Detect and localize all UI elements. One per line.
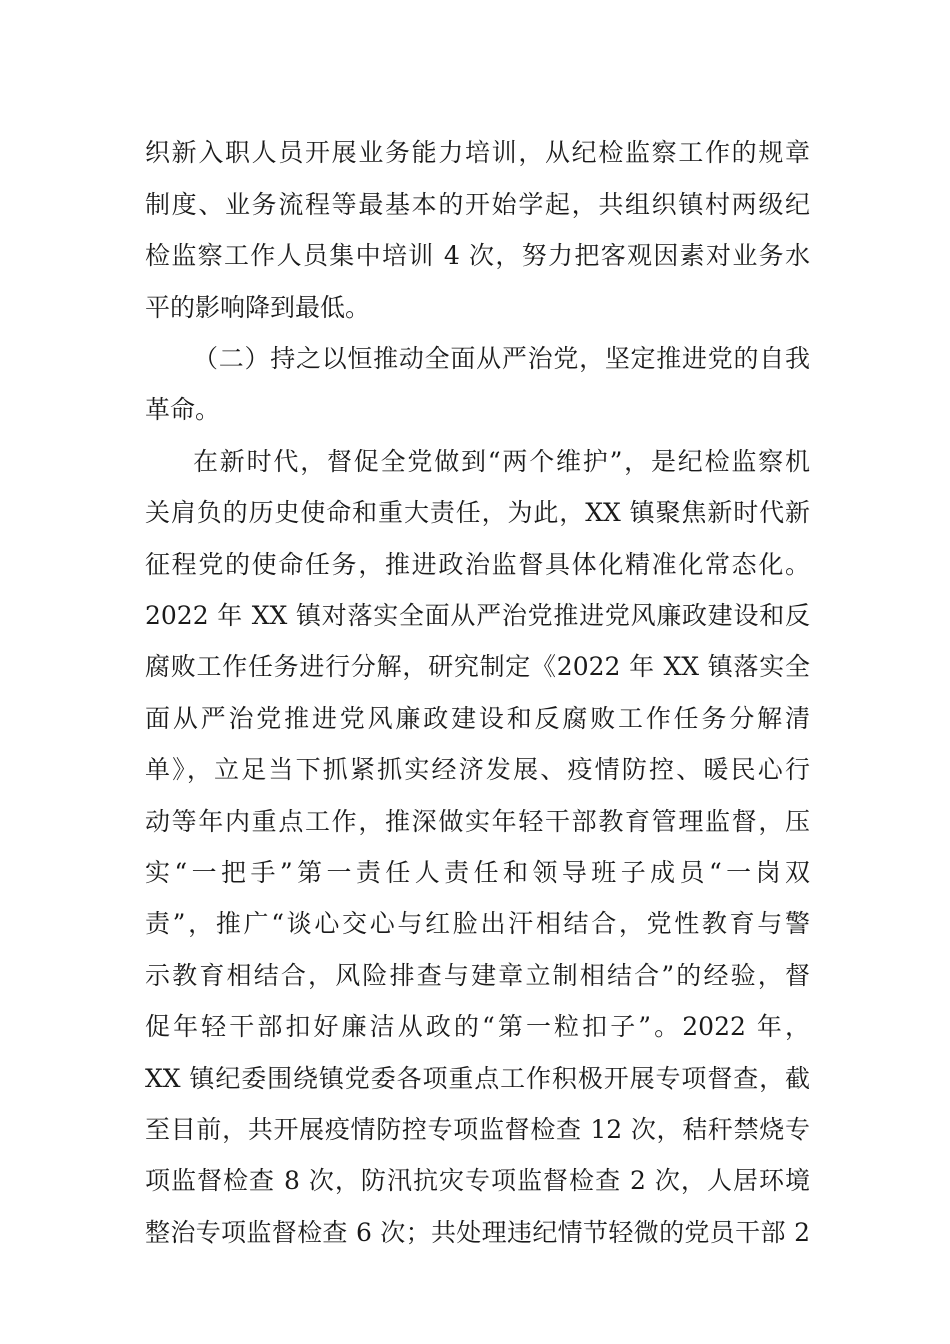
text-line: 实“一把手”第一责任人责任和领导班子成员“一岗双	[145, 858, 810, 887]
text-line: 在新时代，督促全党做到“两个维护”，是纪检监察机	[193, 447, 810, 476]
text-line: 动等年内重点工作，推深做实年轻干部教育管理监督，压	[145, 807, 810, 836]
text-line: XX 镇纪委围绕镇党委各项重点工作积极开展专项督查，截	[145, 1064, 810, 1093]
text-line: 促年轻干部扣好廉洁从政的“第一粒扣子”。2022 年，	[145, 1012, 810, 1041]
section-heading: （二）持之以恒推动全面从严治党，坚定推进党的自我	[193, 344, 810, 373]
text-line: 项监督检查 8 次，防汛抗灾专项监督检查 2 次，人居环境	[145, 1166, 810, 1195]
text-line: 织新入职人员开展业务能力培训，从纪检监察工作的规章	[145, 138, 810, 167]
text-line: 关肩负的历史使命和重大责任，为此，XX 镇聚焦新时代新	[145, 498, 810, 527]
section-heading-cont: 革命。	[145, 395, 221, 424]
text-line: 制度、业务流程等最基本的开始学起，共组织镇村两级纪	[145, 190, 810, 219]
text-line: 检监察工作人员集中培训 4 次，努力把客观因素对业务水	[145, 241, 810, 270]
text-line: 2022 年 XX 镇对落实全面从严治党推进党风廉政建设和反	[145, 601, 810, 630]
text-line: 整治专项监督检查 6 次；共处理违纪情节轻微的党员干部 2	[145, 1218, 810, 1247]
text-line: 腐败工作任务进行分解，研究制定《2022 年 XX 镇落实全	[145, 652, 810, 681]
text-line: 面从严治党推进党风廉政建设和反腐败工作任务分解清	[145, 704, 810, 733]
text-line: 平的影响降到最低。	[145, 293, 371, 322]
text-line: 单》，立足当下抓紧抓实经济发展、疫情防控、暖民心行	[145, 755, 810, 784]
text-line: 示教育相结合，风险排查与建章立制相结合”的经验，督	[145, 961, 810, 990]
text-line: 征程党的使命任务，推进政治监督具体化精准化常态化。	[145, 550, 810, 579]
text-line: 至目前，共开展疫情防控专项监督检查 12 次，秸秆禁烧专	[145, 1115, 810, 1144]
text-line: 责”，推广“谈心交心与红脸出汗相结合，党性教育与警	[145, 909, 810, 938]
